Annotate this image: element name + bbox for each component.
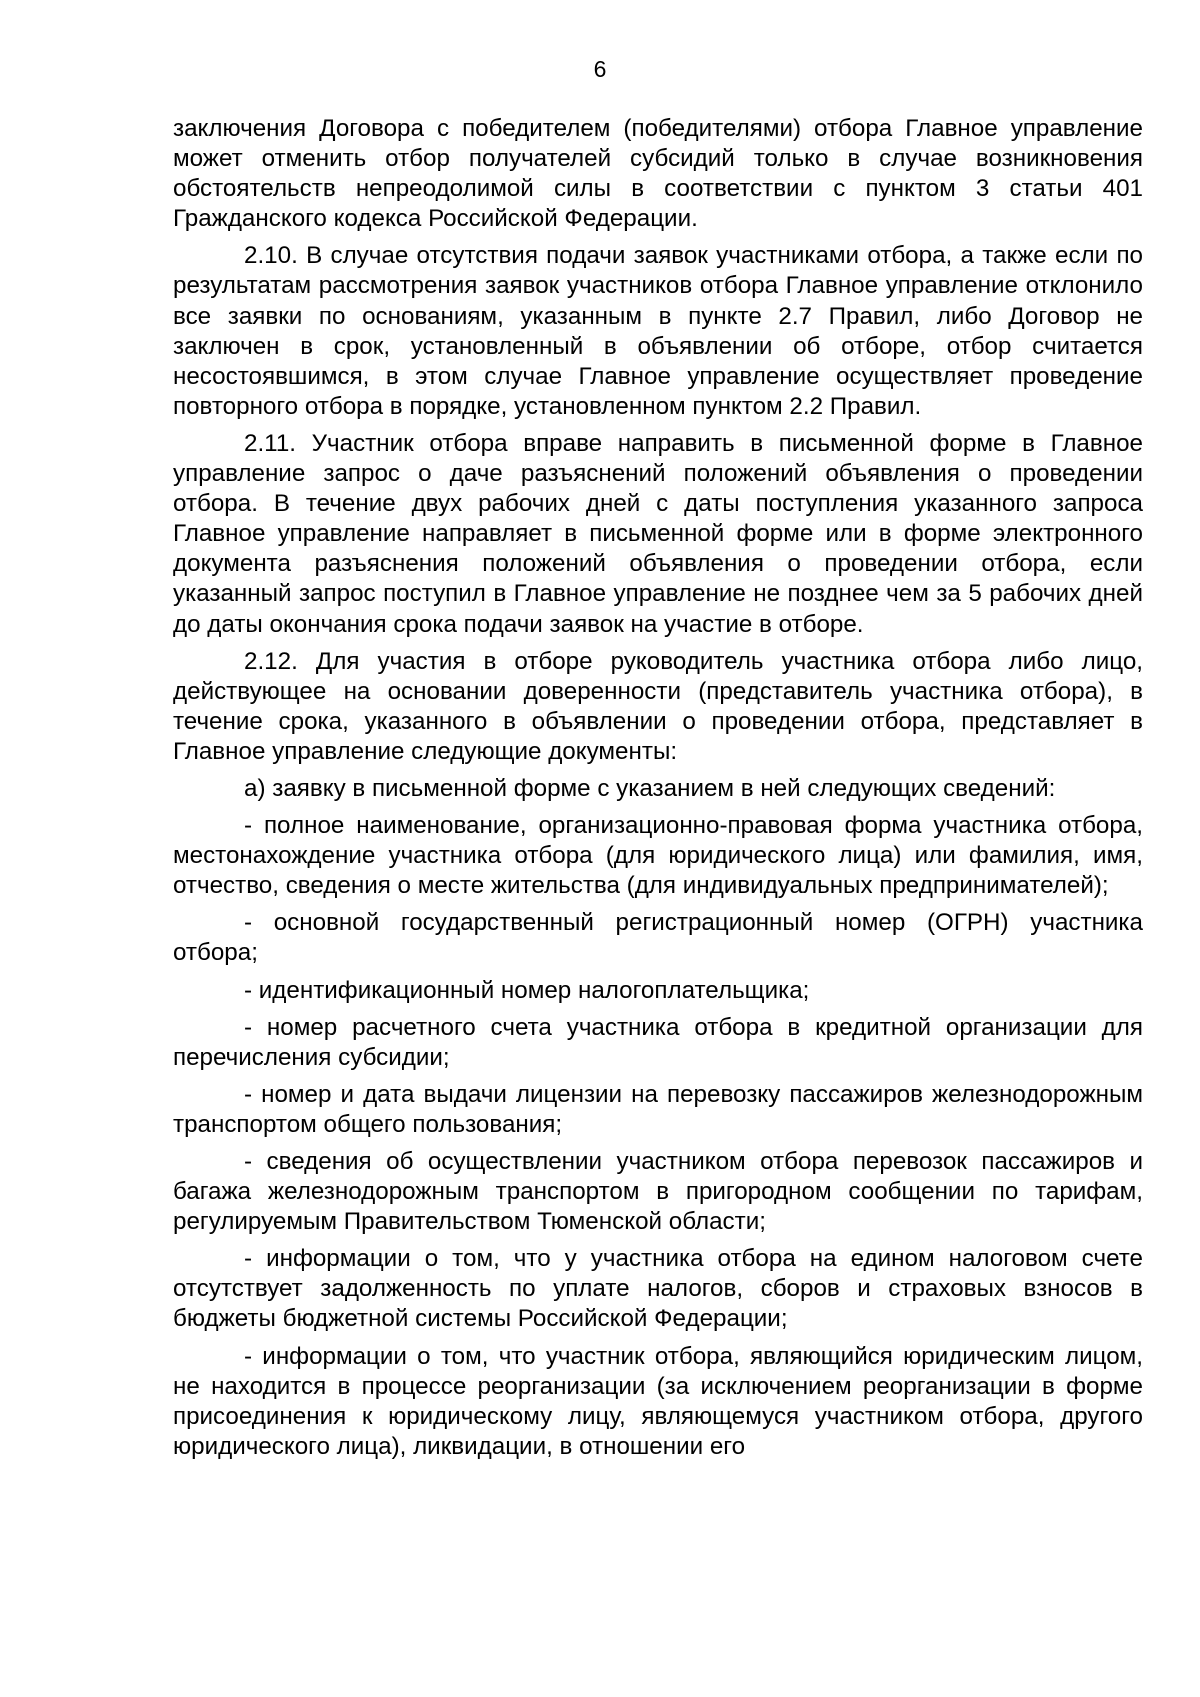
list-item-license: - номер и дата выдачи лицензии на перевозку пассажиров железнодорожным транспортом общего пользования;: [173, 1080, 1143, 1138]
paragraph-2-10: 2.10. В случае отсутствия подачи заявок участниками отбора, а также если по результатам рассмотрения заявок участников отбора Главное управление отклонило все заявки по основаниям, указанным в пункте 2.7 Правил, либо Договор не заключен в срок, установленный в объявлении об отборе, отбор считается несостоявшимся, в этом случае Главное управление осуществляет проведение повторного отбора в порядке, установленном пунктом 2.2 Правил.: [173, 242, 1143, 420]
list-item-bank-account: - номер расчетного счета участника отбора в кредитной организации для перечисления субсидии;: [173, 1013, 1143, 1071]
list-item-inn: - идентификационный номер налогоплательщика;: [244, 976, 810, 1004]
list-item-transport-info: - сведения об осуществлении участником отбора перевозок пассажиров и багажа железнодорожным транспортом в пригородном сообщении по тарифам, регулируемым Правительством Тюменской области;: [173, 1148, 1143, 1236]
paragraph-2-11: 2.11. Участник отбора вправе направить в письменной форме в Главное управление запрос о даче разъяснений положений объявления о проведении отбора. В течение двух рабочих дней с даты поступления указанного запроса Главное управление направляет в письменной форме или в форме электронного документа разъяснения положений объявления о проведении отбора, если указанный запрос поступил в Главное управление не позднее чем за 5 рабочих дней до даты окончания срока подачи заявок на участие в отборе.: [173, 429, 1143, 638]
list-item-reorganization: - информации о том, что участник отбора, являющийся юридическим лицом, не находится в процессе реорганизации (за исключением реорганизации в форме присоединения к юридическому лицу, являющемуся участником отбора, другого юридического лица), ликвидации, в отношении его: [173, 1342, 1143, 1460]
list-item-full-name: - полное наименование, организационно-правовая форма участника отбора, местонахождение участника отбора (для юридического лица) или фамилия, имя, отчество, сведения о месте жительства (для индивидуальных предпринимателей);: [173, 812, 1143, 900]
paragraph-2-12: 2.12. Для участия в отборе руководитель участника отбора либо лицо, действующее на основании доверенности (представитель участника отбора), в течение срока, указанного в объявлении о проведении отбора, представляет в Главное управление следующие документы:: [173, 647, 1143, 765]
paragraph-item-a: а) заявку в письменной форме с указанием в ней следующих сведений:: [244, 774, 1056, 802]
list-item-tax-debt: - информации о том, что у участника отбора на едином налоговом счете отсутствует задолженность по уплате налогов, сборов и страховых взносов в бюджеты бюджетной системы Российской Федерации;: [173, 1245, 1143, 1333]
page-number: 6: [593, 56, 607, 82]
paragraph-continuation: заключения Договора с победителем (победителями) отбора Главное управление может отменить отбор получателей субсидий только в случае возникновения обстоятельств непреодолимой силы в соответствии с пунктом 3 статьи 401 Гражданского кодекса Российской Федерации.: [173, 115, 1143, 233]
list-item-ogrn: - основной государственный регистрационный номер (ОГРН) участника отбора;: [173, 909, 1143, 967]
document-body: [173, 114, 1143, 1469]
